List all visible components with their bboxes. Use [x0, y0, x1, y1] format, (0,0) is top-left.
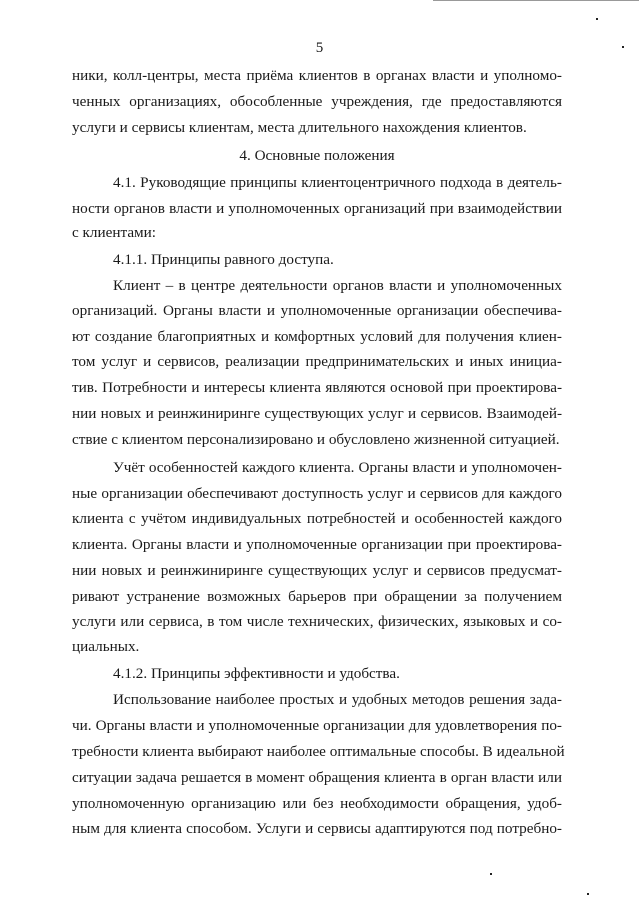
text-line: услуги или сервиса, в том числе технических, физических, языковых и со- — [72, 613, 562, 630]
text-line: организаций. Органы власти и уполномоченные организации обеспечива- — [72, 302, 562, 319]
text-line: ным для клиента способом. Услуги и сервисы адаптируются под потребно- — [72, 820, 562, 837]
text-line: ствие с клиентом персонализировано и обусловлено жизненной ситуацией. — [72, 431, 560, 448]
text-line: клиента. Органы власти и уполномоченные организации при проектирова- — [72, 536, 562, 553]
text-line: ют создание благоприятных и комфортных условий для получения клиен- — [72, 328, 562, 345]
subsection-heading: 4.1.1. Принципы равного доступа. — [113, 251, 334, 268]
text-line: тив. Потребности и интересы клиента являются основой при проектирова- — [72, 379, 562, 396]
text-line: услуги и сервисы клиентам, места длительного нахождения клиентов. — [72, 119, 527, 136]
text-line: ривают устранение возможных барьеров при обращении за получением — [72, 588, 562, 605]
text-line: том услуг и сервисов, реализации предпринимательских и иных инициа- — [72, 353, 562, 370]
subsection-heading: 4.1.2. Принципы эффективности и удобства. — [113, 665, 400, 682]
text-line: Учёт особенностей каждого клиента. Органы власти и уполномочен- — [113, 459, 562, 476]
text-line: циальных. — [72, 638, 140, 655]
text-line: чи. Органы власти и уполномоченные организации для удовлетворения по- — [72, 717, 562, 734]
text-line: ники, колл-центры, места приёма клиентов в органах власти и уполномо- — [72, 67, 562, 84]
section-heading: 4. Основные положения — [239, 147, 395, 164]
scan-dot — [587, 893, 589, 895]
text-line: нии новых и реинжиниринге существующих услуг и сервисов. Взаимодей- — [72, 405, 562, 422]
text-line: ные организации обеспечивают доступность услуг и сервисов для каждого — [72, 485, 562, 502]
text-line: ности органов власти и уполномоченных организаций при взаимодействии — [72, 200, 562, 217]
text-line: уполномоченную организацию или без необходимости обращения, удоб- — [72, 795, 562, 812]
text-line: Клиент – в центре деятельности органов власти и уполномоченных — [113, 277, 562, 294]
page-number: 5 — [315, 40, 324, 56]
text-line: 4.1. Руководящие принципы клиентоцентричного подхода в деятель- — [113, 174, 562, 191]
text-line: с клиентами: — [72, 224, 157, 241]
text-line: нии новых и реинжиниринге существующих услуг и сервисов предусмат- — [72, 562, 562, 579]
text-line: ченных организациях, обособленные учреждения, где предоставляются — [72, 93, 562, 110]
scan-dot — [596, 18, 598, 20]
scan-dot — [490, 873, 492, 875]
text-line: требности клиента выбирают наиболее оптимальные способы. В идеальной — [72, 743, 565, 760]
text-line: Использование наиболее простых и удобных методов решения зада- — [113, 691, 562, 708]
text-line: ситуации задача решается в момент обращения клиента в орган власти или — [72, 769, 562, 786]
text-line: клиента с учётом индивидуальных потребностей и особенностей каждого — [72, 510, 562, 527]
scan-edge-line — [433, 0, 639, 1]
